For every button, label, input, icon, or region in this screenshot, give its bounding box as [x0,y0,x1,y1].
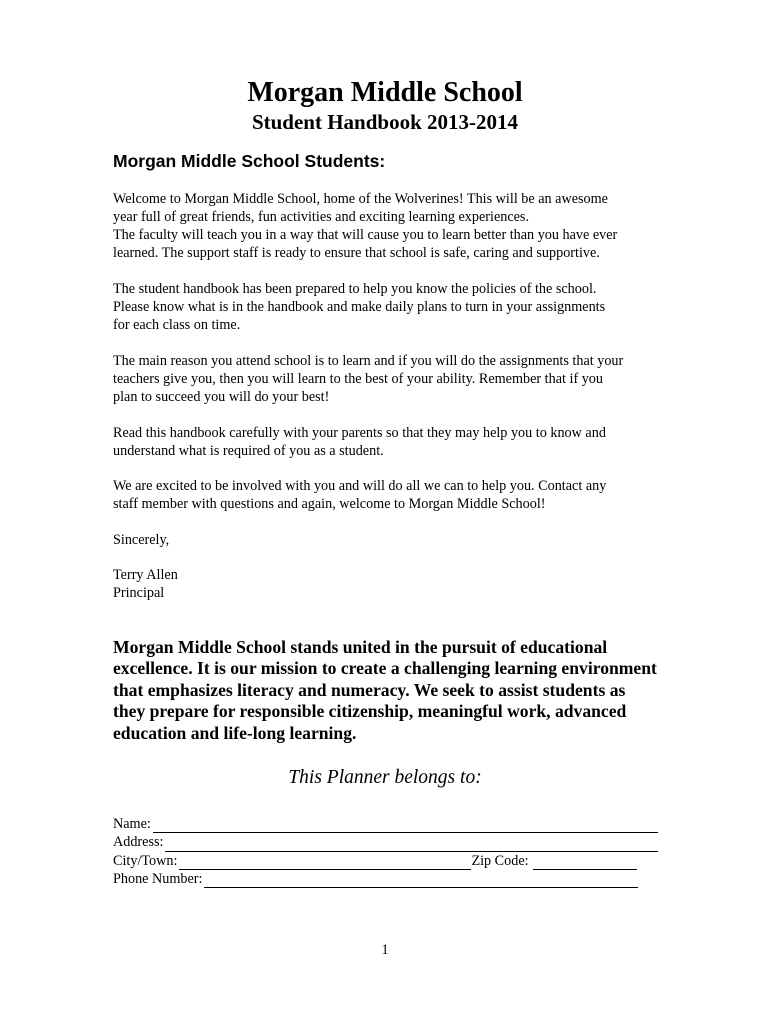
paragraph-line: The faculty will teach you in a way that will cause you to learn better than you have ever [113,227,618,243]
signature-block [113,566,663,602]
contact-paragraph [113,477,663,513]
paragraph-line: year full of great friends, fun activities and exciting learning experiences. [113,209,529,225]
signer-name: Terry Allen [113,567,178,583]
city-label: City/Town: [113,852,178,869]
paragraph-line: Read this handbook carefully with your parents so that they may help you to know and [113,425,606,441]
phone-row [113,870,658,888]
handbook-paragraph [113,280,663,334]
closing-text: Sincerely, [113,532,170,548]
paragraph-line: We are excited to be involved with you and will do all we can to help you. Contact any [113,478,607,494]
parents-paragraph [113,424,663,460]
paragraph-line: for each class on time. [113,317,241,333]
phone-field[interactable] [204,873,638,888]
city-field[interactable] [179,855,471,870]
page-number: 1 [381,942,389,958]
paragraph-line: The main reason you attend school is to learn and if you will do the assignments that your [113,353,624,369]
zip-field[interactable] [533,855,637,870]
name-field[interactable] [153,818,658,833]
signer-title: Principal [113,585,165,601]
paragraph-line: learned. The support staff is ready to ensure that school is safe, caring and supportive. [113,245,600,261]
greeting-heading: Morgan Middle School Students: [113,151,386,171]
paragraph-line: Please know what is in the handbook and make daily plans to turn in your assignments [113,299,606,315]
paragraph-line: staff member with questions and again, welcome to Morgan Middle School! [113,496,546,512]
closing [113,531,663,549]
paragraph-line: teachers give you, then you will learn to the best of your ability. Remember that if you [113,371,603,387]
zip-label: Zip Code: [471,852,529,869]
page-title: Morgan Middle School [247,77,523,108]
phone-label: Phone Number: [113,870,203,887]
name-row [113,815,658,833]
paragraph-line: plan to succeed you will do your best! [113,389,330,405]
paragraph-line: understand what is required of you as a student. [113,443,384,459]
mission-statement: Morgan Middle School stands united in the pursuit of educational excellence. It is our mission to create a challenging learning environment that emphasizes literacy and numeracy. We seek to assist students as they prepare for responsible citizenship, meaningful work, advanced education and life-long learning. [113,637,657,743]
paragraph-line: The student handbook has been prepared to help you know the policies of the school. [113,281,597,297]
page-subtitle: Student Handbook 2013-2014 [251,110,519,134]
planner-heading: This Planner belongs to: [288,767,482,788]
address-field[interactable] [165,837,658,852]
city-zip-row [113,852,658,870]
welcome-paragraph [113,190,663,262]
name-label: Name: [113,816,151,832]
paragraph-line: Welcome to Morgan Middle School, home of the Wolverines! This will be an awesome [113,191,608,207]
owner-form [113,815,658,888]
learning-paragraph [113,352,663,406]
address-label: Address: [113,834,164,851]
address-row [113,833,658,851]
